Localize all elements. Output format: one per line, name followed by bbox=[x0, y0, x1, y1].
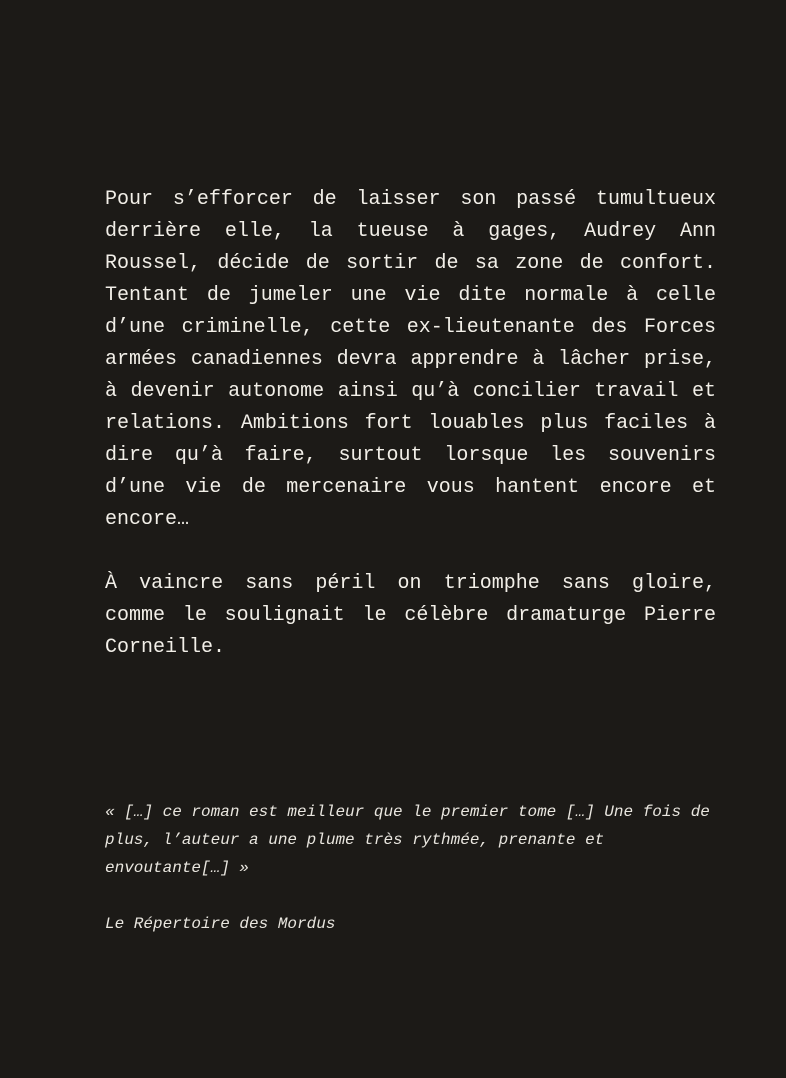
press-review bbox=[105, 798, 716, 938]
summary-paragraph: Pour s’efforcer de laisser son passé tumultueux derrière elle, la tueuse à gages, Audrey Ann Roussel, décide de sortir de sa zone de confort. Tentant de jumeler une vie dite normale à celle d’une criminelle, cette ex-lieutenante des Forces armées canadiennes devra apprendre à lâcher prise, à devenir autonome ainsi qu’à concilier travail et relations. Ambitions fort louables plus faciles à dire qu’à faire, surtout lorsque les souvenirs d’une vie de mercenaire vous hantent encore et encore… bbox=[105, 188, 716, 531]
book-summary bbox=[105, 184, 716, 664]
corneille-quote-paragraph: À vaincre sans péril on triomphe sans gloire, comme le soulignait le célèbre dramaturge Pierre Corneille. bbox=[105, 572, 716, 659]
review-quote: « […] ce roman est meilleur que le premier tome […] Une fois de plus, l’auteur a une plume très rythmée, prenante et envoutante[…] » bbox=[105, 803, 710, 877]
review-source: Le Répertoire des Mordus bbox=[105, 915, 336, 933]
